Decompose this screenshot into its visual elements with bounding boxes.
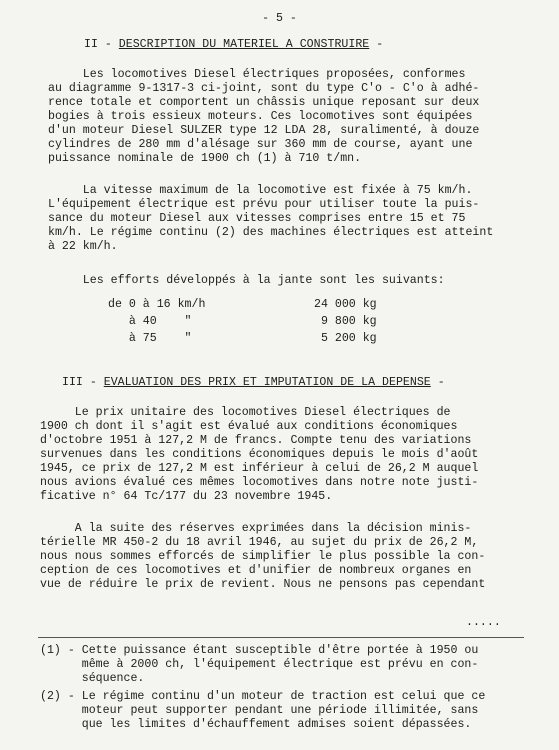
- continuation-dots: .....: [466, 616, 501, 629]
- section-3-prefix: III -: [62, 376, 104, 389]
- section-3-para-1-line: Le prix unitaire des locomotives Diesel électriques de: [40, 406, 451, 419]
- footnote-2-line: moteur peut supporter pendant une période illimitée, sans: [40, 704, 479, 717]
- section-3-title: EVALUATION DES PRIX ET IMPUTATION DE LA DEPENSE: [103, 376, 431, 389]
- footnote-1-line: même à 2000 ch, l'équipement électrique est prévu en con-: [40, 658, 479, 671]
- section-3-para-2-line: ception de ces locomotives et d'unifier de nombreux organes en: [40, 564, 472, 577]
- section-2-prefix: II -: [84, 38, 119, 51]
- section-2-para-1-line: Les locomotives Diesel électriques proposées, conformes: [48, 68, 466, 81]
- section-2-para-1-line: bogies à trois essieux moteurs. Ces locomotives sont équipées: [48, 110, 473, 123]
- footnote-2-line: (2) - Le régime continu d'un moteur de traction est celui que ce: [40, 690, 486, 703]
- effort-value: 9 800 kg: [314, 315, 377, 328]
- section-3-para-1-line: ficative n° 64 Tc/177 du 23 novembre 1945.: [40, 490, 333, 503]
- section-2-para-1-line: au diagramme 9-1317-3 ci-joint, sont du type C'o - C'o à adhé-: [48, 82, 480, 95]
- section-2-para-1-line: puissance nominale de 1900 ch (1) à 710 t/mn.: [48, 152, 362, 165]
- section-3-para-1-line: d'octobre 1951 à 127,2 M de francs. Compte tenu des variations: [40, 434, 472, 447]
- section-2-para-1-line: rence totale et comportent un châssis unique reposant sur deux: [48, 96, 480, 109]
- effort-value: 5 200 kg: [314, 332, 377, 345]
- section-2-para-3: Les efforts développés à la jante sont les suivants:: [48, 274, 445, 287]
- effort-range: de 0 à 16 km/h: [108, 298, 206, 311]
- section-2-title: DESCRIPTION DU MATERIEL A CONSTRUIRE: [118, 38, 370, 51]
- section-2-para-2-line: sance du moteur Diesel aux vitesses comprises entre 15 et 75: [48, 212, 466, 225]
- section-3-para-1-line: survenues dans les conditions économiques depuis le mois d'août: [40, 448, 479, 461]
- section-3-para-1-line: nous avions évalué ces mêmes locomotives dans notre note justi-: [40, 476, 479, 489]
- section-2-para-2-line: à 22 km/h.: [48, 240, 118, 253]
- section-2-para-2-line: L'équipement électrique est prévu pour utiliser toute la puis-: [48, 198, 480, 211]
- footnote-divider: [38, 637, 524, 638]
- section-3-para-2-line: nous nous sommes efforcés de simplifier le plus possible la con-: [40, 550, 486, 563]
- section-3-suffix: -: [430, 376, 445, 389]
- section-3-para-1-line: 1945, ce prix de 127,2 M est inférieur à celui de 26,2 M auquel: [40, 462, 479, 475]
- section-2-heading: [84, 38, 383, 52]
- section-3-para-2-line: térielle MR 450-2 du 18 avril 1946, au sujet du prix de 26,2 M,: [40, 536, 479, 549]
- section-2-para-1-line: cylindres de 280 mm d'alésage sur 360 mm de course, ayant une: [48, 138, 473, 151]
- section-3-heading: [62, 376, 445, 390]
- effort-value: 24 000 kg: [314, 298, 377, 311]
- page-number: - 5 -: [262, 12, 297, 25]
- section-2-para-2-line: La vitesse maximum de la locomotive est fixée à 75 km/h.: [48, 184, 473, 197]
- footnote-2-line: que les limites d'échauffement admises soient dépassées.: [40, 718, 472, 731]
- footnote-1-line: (1) - Cette puissance étant susceptible d'être portée à 1950 ou: [40, 644, 479, 657]
- section-3-para-1-line: 1900 ch dont il s'agit est évalué aux conditions économiques: [40, 420, 458, 433]
- effort-range: à 75 ": [108, 332, 192, 345]
- section-2-para-1-line: d'un moteur Diesel SULZER type 12 LDA 28, suralimenté, à douze: [48, 124, 480, 137]
- section-2-para-2-line: km/h. Le régime continu (2) des machines électriques est atteint: [48, 226, 494, 239]
- section-3-para-2-line: A la suite des réserves exprimées dans la décision minis-: [40, 522, 472, 535]
- footnote-1-line: séquence.: [40, 672, 145, 685]
- section-3-para-2-line: vue de réduire le prix de revient. Nous ne pensons pas cependant: [40, 578, 486, 591]
- effort-range: à 40 ": [108, 315, 192, 328]
- section-2-suffix: -: [369, 38, 384, 51]
